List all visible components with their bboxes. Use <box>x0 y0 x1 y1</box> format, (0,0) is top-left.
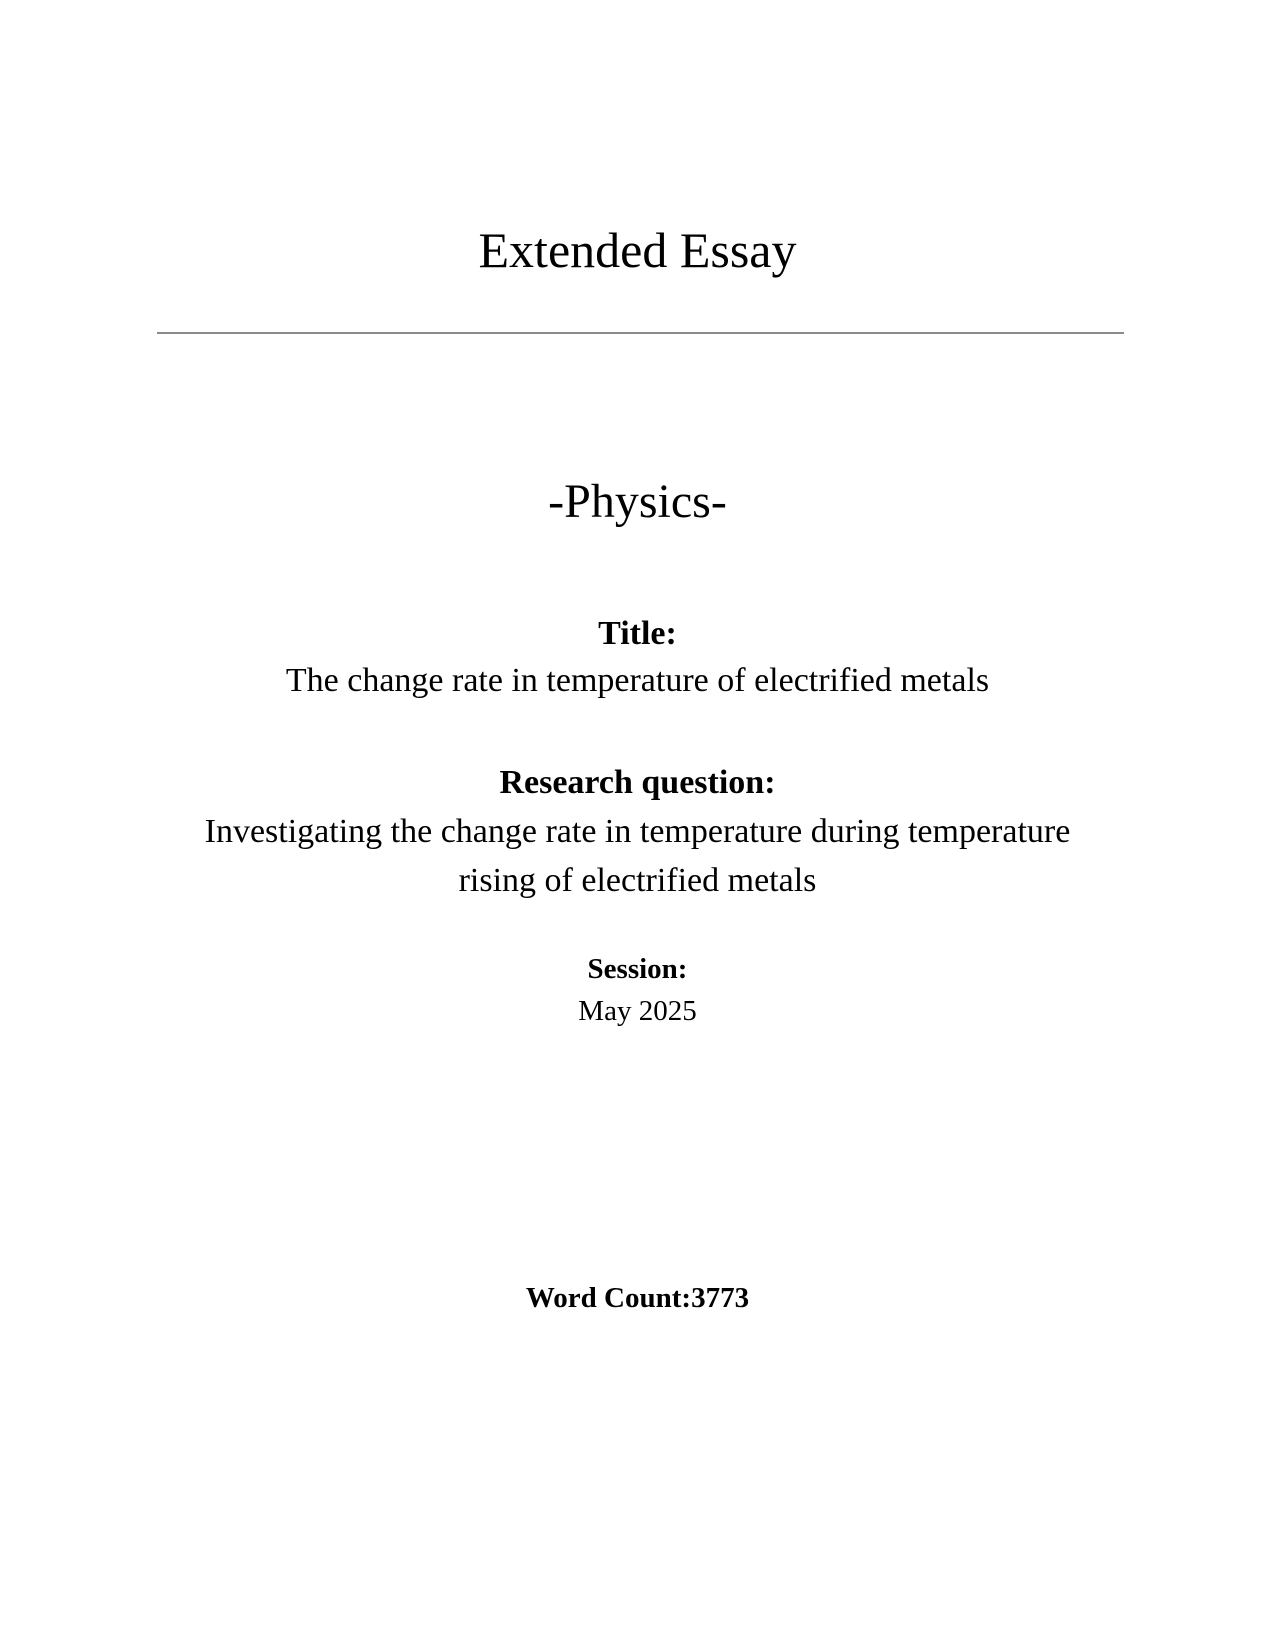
research-question-line-2: rising of electrified metals <box>458 862 817 899</box>
research-question-label: Research question: <box>499 764 776 801</box>
heading-divider <box>157 332 1124 334</box>
title-label: Title: <box>598 615 677 652</box>
subject-heading: -Physics- <box>548 475 727 528</box>
session-value: May 2025 <box>578 995 697 1027</box>
research-question-line-1: Investigating the change rate in temperature during temperature <box>204 813 1071 850</box>
session-label: Session: <box>587 953 688 985</box>
title-value: The change rate in temperature of electrified metals <box>285 662 990 699</box>
document-heading: Extended Essay <box>478 222 797 278</box>
word-count: Word Count:3773 <box>525 1282 750 1314</box>
